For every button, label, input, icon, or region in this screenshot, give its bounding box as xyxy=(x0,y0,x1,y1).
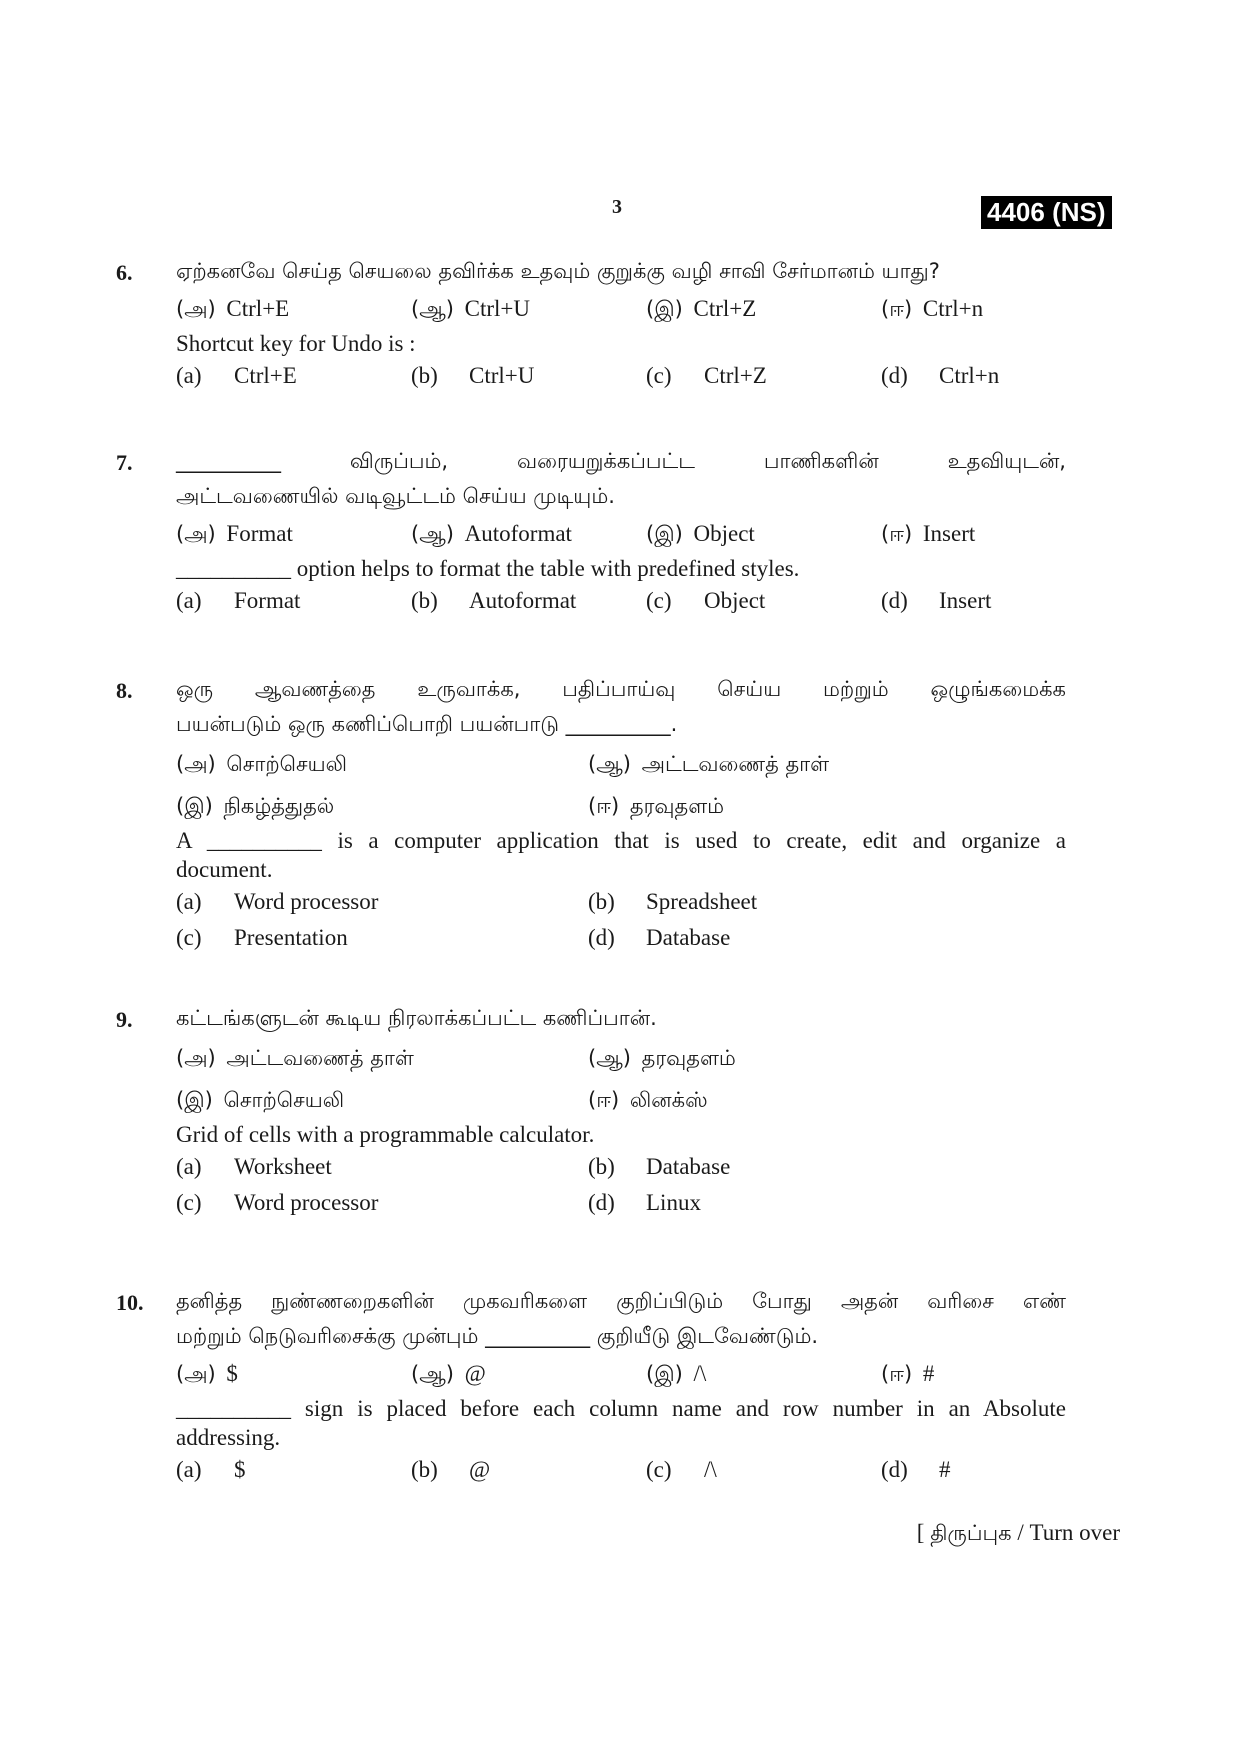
question-number: 7. xyxy=(116,450,133,475)
option-d[interactable]: (ஈ) # xyxy=(881,1361,935,1386)
tamil-options-row-2 xyxy=(176,1082,1066,1120)
tamil-question-line-1: __________ விருப்பம், வரையறுக்கப்பட்ட பாணிகளின் உதவியுடன், xyxy=(176,449,1066,473)
english-options-row-2 xyxy=(176,920,1066,956)
english-question-line-2: document. xyxy=(176,857,273,882)
option-b[interactable]: (b) Spreadsheet xyxy=(588,889,758,914)
option-c[interactable]: (c) /\ xyxy=(646,1457,717,1482)
tamil-question: ஏற்கனவே செய்த செயலை தவிர்க்க உதவும் குறுக்கு வழி சாவி சேர்மானம் யாது? xyxy=(176,259,940,283)
english-question-line-1: A __________ is a computer application that is used to create, edit and organize a xyxy=(176,828,1066,853)
option-b[interactable]: (b) Ctrl+U xyxy=(411,363,535,388)
option-c[interactable]: (இ) நிகழ்த்துதல் xyxy=(176,794,335,818)
option-c[interactable]: (இ) Object xyxy=(646,521,755,546)
option-b[interactable]: (ஆ) அட்டவணைத் தாள் xyxy=(588,752,830,776)
footer-tamil-text: திருப்புக xyxy=(930,1521,1012,1545)
english-question: Shortcut key for Undo is : xyxy=(176,331,416,356)
tamil-question-line-2: மற்றும் நெடுவரிசைக்கு முன்பும் __________ குறியீடு இடவேண்டும். xyxy=(176,1324,819,1348)
option-c[interactable]: (c) Ctrl+Z xyxy=(646,363,767,388)
footer-bracket: [ xyxy=(916,1520,925,1545)
option-c[interactable]: (இ) /\ xyxy=(646,1361,707,1386)
page-number: 3 xyxy=(612,196,622,218)
option-d[interactable]: (ஈ) Insert xyxy=(881,521,976,546)
english-options-row-1 xyxy=(176,1149,1066,1185)
option-d[interactable]: (d) Insert xyxy=(881,588,992,613)
tamil-options-row-1 xyxy=(176,746,1066,784)
option-c[interactable]: (இ) Ctrl+Z xyxy=(646,296,757,321)
tamil-options xyxy=(176,1356,1066,1394)
option-d[interactable]: (d) Linux xyxy=(588,1190,701,1215)
tamil-question: கட்டங்களுடன் கூடிய நிரலாக்கப்பட்ட கணிப்பான். xyxy=(176,1006,657,1030)
option-a[interactable]: (a) Worksheet xyxy=(176,1154,332,1179)
option-a[interactable]: (அ) சொற்செயலி xyxy=(176,752,348,776)
question-number: 6. xyxy=(116,260,133,285)
english-options-row-2 xyxy=(176,1185,1066,1221)
option-a[interactable]: (a) Ctrl+E xyxy=(176,363,297,388)
option-b[interactable]: (ஆ) Ctrl+U xyxy=(411,296,531,321)
option-d[interactable]: (ஈ) Ctrl+n xyxy=(881,296,984,321)
tamil-options-row-1 xyxy=(176,1040,1066,1078)
option-c[interactable]: (இ) சொற்செயலி xyxy=(176,1088,345,1112)
english-question: Grid of cells with a programmable calculator. xyxy=(176,1122,595,1147)
option-c[interactable]: (c) Word processor xyxy=(176,1190,379,1215)
option-b[interactable]: (ஆ) Autoformat xyxy=(411,521,572,546)
question-number: 10. xyxy=(116,1290,144,1315)
option-a[interactable]: (அ) $ xyxy=(176,1361,238,1386)
option-c[interactable]: (c) Presentation xyxy=(176,925,348,950)
option-b[interactable]: (b) Autoformat xyxy=(411,588,577,613)
english-question-line-2: addressing. xyxy=(176,1425,281,1450)
english-options-row-1 xyxy=(176,884,1066,920)
option-b[interactable]: (ஆ) @ xyxy=(411,1361,486,1386)
english-question-line-1: __________ sign is placed before each column name and row number in an Absolute xyxy=(176,1396,1066,1421)
tamil-question-line-2: பயன்படும் ஒரு கணிப்பொறி பயன்பாடு __________. xyxy=(176,712,678,736)
option-a[interactable]: (a) Format xyxy=(176,588,301,613)
option-b[interactable]: (b) Database xyxy=(588,1154,731,1179)
option-d[interactable]: (ஈ) தரவுதளம் xyxy=(588,794,725,818)
paper-code-badge: 4406 (NS) xyxy=(981,196,1112,229)
question-number: 8. xyxy=(116,678,133,703)
option-d[interactable]: (d) Ctrl+n xyxy=(881,363,1000,388)
option-a[interactable]: (அ) அட்டவணைத் தாள் xyxy=(176,1046,414,1070)
option-a[interactable]: (அ) Format xyxy=(176,521,293,546)
english-question: __________ option helps to format the table with predefined styles. xyxy=(176,556,800,581)
option-a[interactable]: (a) Word processor xyxy=(176,889,379,914)
turn-over-note xyxy=(917,1520,1120,1548)
option-a[interactable]: (a) $ xyxy=(176,1457,246,1482)
option-b[interactable]: (ஆ) தரவுதளம் xyxy=(588,1046,736,1070)
english-options xyxy=(176,583,1066,621)
question-number: 9. xyxy=(116,1007,133,1032)
option-a[interactable]: (அ) Ctrl+E xyxy=(176,296,290,321)
option-d[interactable]: (d) # xyxy=(881,1457,951,1482)
tamil-question-line-2: அட்டவணையில் வடிவூட்டம் செய்ய முடியும். xyxy=(176,484,615,508)
tamil-question-line-1: ஒரு ஆவணத்தை உருவாக்க, பதிப்பாய்வு செய்ய மற்றும் ஒழுங்கமைக்க xyxy=(176,677,1066,701)
option-d[interactable]: (d) Database xyxy=(588,925,731,950)
english-options xyxy=(176,1452,1066,1490)
tamil-options xyxy=(176,291,1066,329)
footer-english-text: Turn over xyxy=(1029,1520,1120,1545)
option-c[interactable]: (c) Object xyxy=(646,588,766,613)
english-options xyxy=(176,358,1066,396)
tamil-question-line-1: தனித்த நுண்ணறைகளின் முகவரிகளை குறிப்பிடும் போது அதன் வரிசை எண் xyxy=(176,1289,1066,1313)
option-b[interactable]: (b) @ xyxy=(411,1457,491,1482)
option-d[interactable]: (ஈ) லினக்ஸ் xyxy=(588,1088,708,1112)
tamil-options-row-2 xyxy=(176,788,1066,826)
footer-separator: / xyxy=(1017,1520,1024,1545)
tamil-options xyxy=(176,516,1066,554)
